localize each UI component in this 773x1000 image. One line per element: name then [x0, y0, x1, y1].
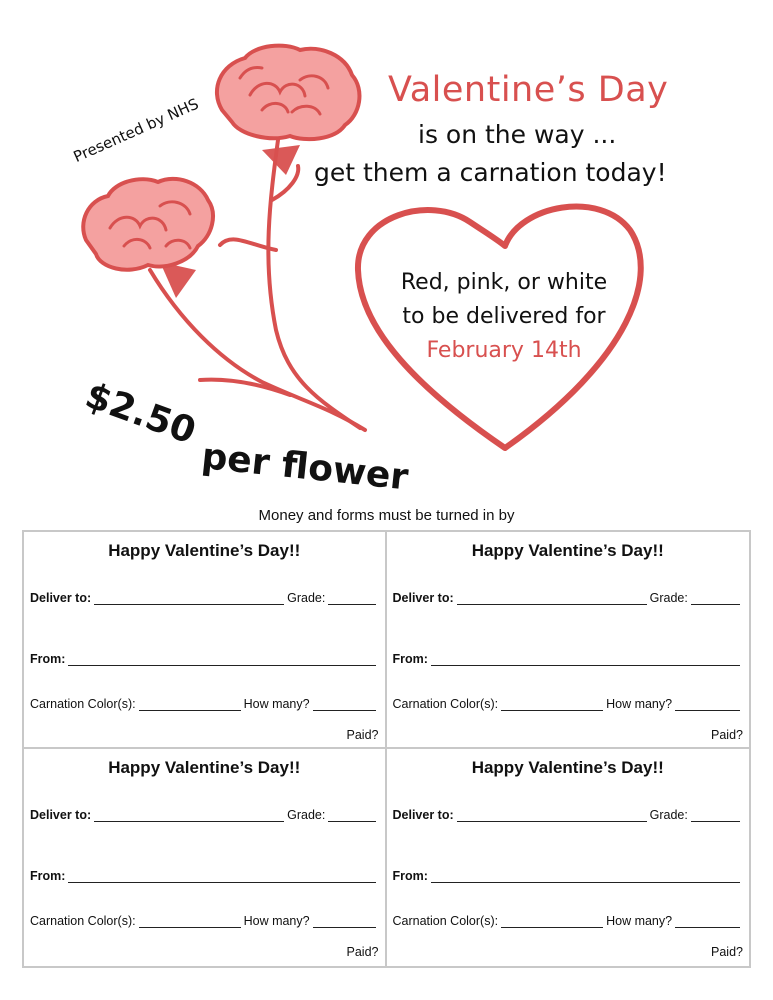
- carnation-color-label: Carnation Color(s):: [30, 697, 136, 711]
- price-unit: per flower: [199, 436, 411, 499]
- deliver-to-row: [393, 591, 744, 605]
- paid-label: Paid?: [346, 945, 379, 959]
- carnation-upper: [217, 46, 360, 140]
- deliver-to-field[interactable]: [94, 591, 284, 605]
- grade-field[interactable]: [691, 591, 740, 605]
- carnation-color-field[interactable]: [501, 914, 603, 928]
- carnation-color-field[interactable]: [501, 697, 603, 711]
- carnation-lower: [83, 179, 213, 270]
- deliver-to-field[interactable]: [94, 808, 284, 822]
- how-many-field[interactable]: [313, 914, 376, 928]
- deliver-to-row: [393, 808, 744, 822]
- delivery-date: February 14th: [426, 338, 582, 363]
- paid-label: Paid?: [711, 728, 743, 742]
- grade-label: Grade:: [287, 591, 326, 605]
- deliver-to-label: Deliver to:: [30, 591, 92, 605]
- carnation-color-label: Carnation Color(s):: [392, 914, 499, 928]
- from-row: [30, 652, 379, 666]
- price-amount: $2.50: [79, 375, 202, 453]
- from-field[interactable]: [431, 869, 740, 883]
- deliver-to-label: Deliver to:: [30, 808, 92, 822]
- subtitle-line-2: get them a carnation today!: [314, 158, 667, 187]
- how-many-label: How many?: [243, 697, 310, 711]
- heart-text-line-2: to be delivered for: [402, 304, 606, 329]
- form-title: Happy Valentine’s Day!!: [471, 758, 664, 777]
- carnation-row: [393, 697, 744, 711]
- paid-label: Paid?: [346, 728, 379, 742]
- grade-field[interactable]: [328, 591, 375, 605]
- how-many-label: How many?: [243, 914, 310, 928]
- deliver-to-row: [30, 591, 379, 605]
- order-form: [387, 749, 750, 966]
- deliver-to-field[interactable]: [457, 591, 647, 605]
- how-many-field[interactable]: [675, 914, 740, 928]
- form-title: Happy Valentine’s Day!!: [108, 758, 301, 777]
- paid-label: Paid?: [711, 945, 743, 959]
- carnation-row: [30, 697, 379, 711]
- from-row: [393, 652, 744, 666]
- deliver-to-row: [30, 808, 379, 822]
- carnation-color-field[interactable]: [139, 697, 241, 711]
- deliver-to-label: Deliver to:: [392, 808, 454, 822]
- grade-label: Grade:: [649, 591, 688, 605]
- carnation-color-field[interactable]: [139, 914, 241, 928]
- deadline-notice: Money and forms must be turned in by: [258, 507, 515, 524]
- from-row: [393, 869, 744, 883]
- from-field[interactable]: [431, 652, 740, 666]
- from-field[interactable]: [68, 869, 375, 883]
- how-many-field[interactable]: [313, 697, 376, 711]
- how-many-field[interactable]: [675, 697, 740, 711]
- order-form: [24, 749, 387, 966]
- from-field[interactable]: [68, 652, 375, 666]
- grade-field[interactable]: [691, 808, 740, 822]
- order-form: [387, 532, 750, 749]
- grade-label: Grade:: [287, 808, 326, 822]
- form-title: Happy Valentine’s Day!!: [471, 541, 664, 560]
- deliver-to-label: Deliver to:: [392, 591, 454, 605]
- how-many-label: How many?: [606, 697, 673, 711]
- heart-text-line-1: Red, pink, or white: [400, 270, 608, 295]
- grade-label: Grade:: [649, 808, 688, 822]
- presented-by-text: Presented by NHS: [70, 94, 202, 166]
- carnation-row: [30, 914, 379, 928]
- from-label: From:: [30, 869, 66, 883]
- order-form: [24, 532, 387, 749]
- grade-field[interactable]: [328, 808, 375, 822]
- from-label: From:: [392, 869, 428, 883]
- form-title: Happy Valentine’s Day!!: [108, 541, 301, 560]
- carnation-color-label: Carnation Color(s):: [392, 697, 499, 711]
- deliver-to-field[interactable]: [457, 808, 647, 822]
- from-label: From:: [392, 652, 428, 666]
- carnation-color-label: Carnation Color(s):: [30, 914, 136, 928]
- order-forms-grid: [22, 530, 751, 968]
- from-row: [30, 869, 379, 883]
- from-label: From:: [30, 652, 66, 666]
- subtitle-line-1: is on the way ...: [418, 120, 617, 149]
- carnation-row: [393, 914, 744, 928]
- how-many-label: How many?: [606, 914, 673, 928]
- flyer-title: Valentine’s Day: [388, 70, 669, 110]
